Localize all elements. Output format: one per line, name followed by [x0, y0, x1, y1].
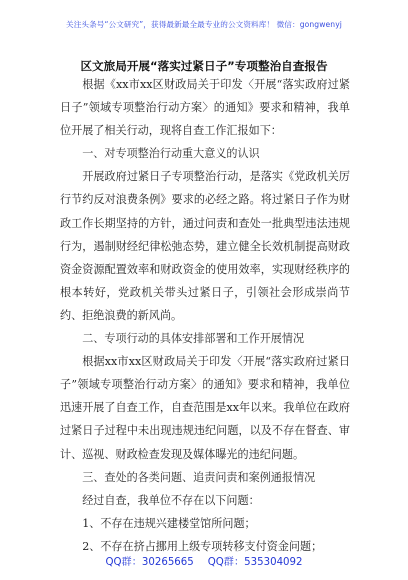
qq-group-number: 535304092	[244, 557, 303, 568]
section-heading-3: 三、查处的各类问题、追责问责和案例通报情况	[82, 470, 316, 484]
section-3-intro: 经过自查，我单位不存在以下问题：	[82, 493, 260, 507]
footer-qq-groups	[0, 553, 408, 568]
promo-banner: 关注头条号“公文研究”，获得最新最全最专业的公文资料库！ 微信：gongwenyj	[66, 20, 342, 29]
section-heading-1: 一、对专项整治行动重大意义的认识	[82, 147, 260, 161]
section-heading-2: 二、专项行动的具体安排部署和工作开展情况	[82, 332, 305, 346]
section-1-paragraph: 开展政府过紧日子专项整治行动，是落实《党政机关厉行节约反对浪费条例》要求的必经之路。将过紧日子作为财政工作长期坚持的方针，通过问责和查处一批典型违法违规行为，遏制财经纪律松弛态势，建立健全长效机制提高财政资金资源配置效率和财政资金的使用效率，实现财经秩序的根本转好，党政机关带头过紧日子，引领社会形成崇尚节约、拒绝浪费的新风尚。	[60, 170, 350, 322]
document-body	[60, 73, 350, 558]
document-title: 区文旅局开展“落实过紧日子”专项整治自查报告	[80, 59, 328, 73]
section-2-paragraph: 根据xx市xx区财政局关于印发〈开展“落实政府过紧日子”领域专项整治行动方案〉的通知》要求和精神，我单位迅速开展了自查工作，自查范围是xx年以来。我单位在政府过紧日子过程中未出现违规违纪问题，以及不存在督查、审计、巡视、财政检查发现及媒体曝光的违纪问题。	[60, 355, 350, 461]
qq-group-label: QQ群：	[105, 557, 142, 568]
list-item: 2、不存在挤占挪用上级专项转移支付资金问题；	[82, 539, 323, 553]
qq-group-number: 30265665	[141, 557, 194, 568]
list-item: 1、不存在违规兴建楼堂馆所问题；	[82, 516, 256, 530]
intro-paragraph: 根据《xx市xx区财政局关于印发〈开展“落实政府过紧日子”领域专项整治行动方案〉的通知》要求和精神，我单位开展了相关行动，现将自查工作汇报如下：	[60, 78, 350, 138]
qq-group-label: QQ群：	[207, 557, 245, 568]
